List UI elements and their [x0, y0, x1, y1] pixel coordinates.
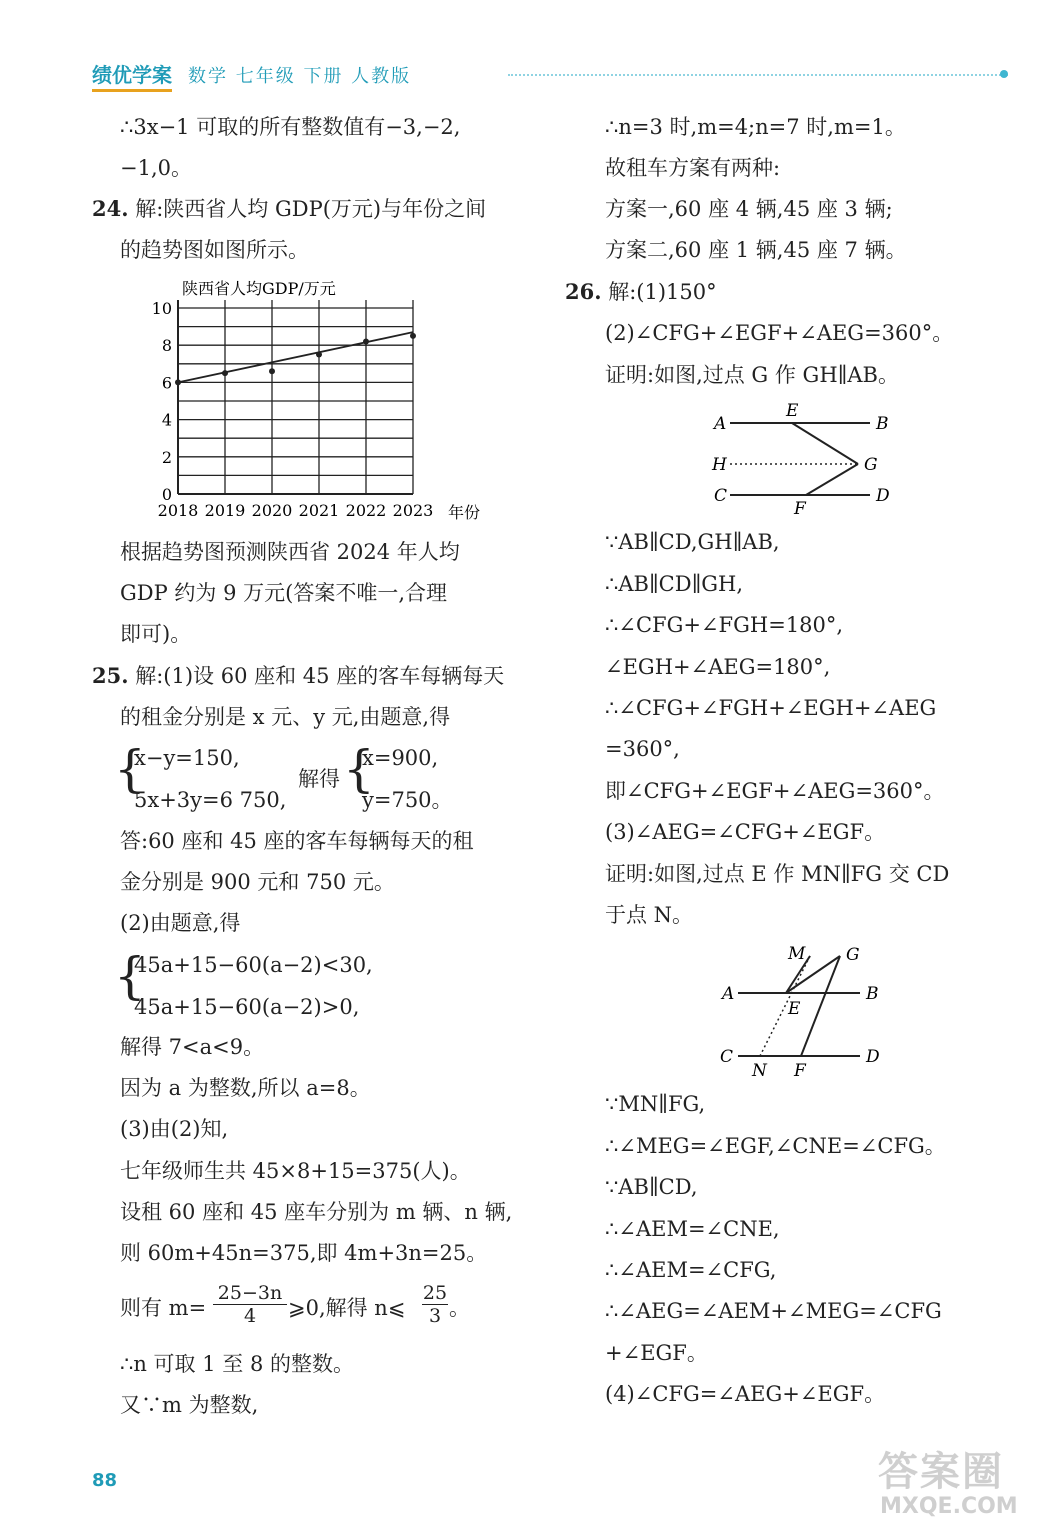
x-tick-label: 2022	[345, 501, 387, 520]
solve-label: 解得	[298, 767, 340, 791]
line-text: 根据趋势图预测陕西省 2024 年人均	[120, 540, 460, 564]
line-text: 解:(1)150°	[601, 280, 717, 304]
line-text: 于点 N。	[605, 903, 694, 927]
point-label-m: M	[788, 944, 806, 964]
data-point	[222, 370, 228, 376]
line-text: GDP 约为 9 万元(答案不唯一,合理	[120, 581, 447, 605]
y-tick-label: 6	[161, 373, 172, 393]
text-line	[120, 620, 191, 648]
left-brace: {	[114, 947, 146, 1005]
fraction	[213, 1282, 287, 1327]
line-text: 金分别是 900 元和 750 元。	[120, 870, 395, 894]
line-text: ∴∠MEG=∠EGF,∠CNE=∠CFG。	[605, 1134, 946, 1158]
data-point	[269, 368, 275, 374]
question-number: 25.	[92, 663, 129, 688]
text-line	[120, 1391, 258, 1419]
text-line	[605, 901, 693, 929]
text-line	[605, 1256, 777, 1284]
x-tick-label: 2021	[298, 501, 340, 520]
text-line	[120, 1350, 354, 1378]
x-tick-label: 2018	[157, 501, 199, 520]
line-text: ∴∠AEM=∠CNE,	[605, 1217, 780, 1241]
data-point	[175, 379, 181, 385]
text-line	[120, 1198, 512, 1226]
line-text: 答:60 座和 45 座的客车每辆每天的租	[120, 829, 474, 853]
geometry-figure-1	[700, 398, 900, 518]
solution-row: y=750。	[362, 788, 453, 812]
line-text: 则 60m+45n=375,即 4m+3n=25。	[120, 1241, 488, 1265]
header-dotted-rule	[508, 74, 1008, 76]
point-label-f: F	[794, 499, 806, 518]
point-label-a: A	[722, 984, 735, 1004]
text-line	[120, 703, 450, 731]
page-number: 88	[92, 1470, 118, 1491]
text-line	[605, 319, 953, 347]
text-line	[120, 1115, 228, 1143]
text-line	[120, 1074, 371, 1102]
point-label-c: C	[720, 1047, 734, 1067]
line-text: ∴∠AEM=∠CFG,	[605, 1258, 777, 1282]
line-text: 七年级师生共 45×8+15=375(人)。	[120, 1159, 471, 1183]
solution-row: x=900,	[362, 746, 439, 770]
line-text: 的趋势图如图所示。	[120, 238, 309, 262]
line-text: ∠EGH+∠AEG=180°,	[605, 655, 831, 679]
book-brand: 绩优学案	[92, 59, 172, 92]
fraction	[422, 1282, 448, 1327]
line-text: −1,0。	[120, 156, 192, 180]
point-label-g: G	[846, 945, 860, 965]
point-label-g: G	[864, 455, 878, 475]
chart-ticks	[152, 299, 434, 520]
text-line	[120, 538, 460, 566]
line-text: ∵AB∥CD,	[605, 1175, 698, 1199]
equation-row: x−y=150,	[134, 746, 240, 770]
text-before-fraction: 则有 m=	[120, 1296, 207, 1320]
line-text: ∴n=3 时,m=4;n=7 时,m=1。	[605, 115, 906, 139]
text-line	[120, 868, 395, 896]
text-mid-fraction: ⩾0,解得 n⩽	[288, 1296, 406, 1320]
y-tick-label: 0	[161, 485, 172, 504]
point-label-e: E	[786, 401, 799, 421]
line-text: 解:(1)设 60 座和 45 座的客车每辆每天	[128, 664, 505, 688]
inequality-row: 45a+15−60(a−2)<30,	[134, 953, 373, 977]
text-line	[605, 1173, 698, 1201]
left-brace: {	[343, 740, 375, 798]
line-text: ∴AB∥CD∥GH,	[605, 572, 744, 596]
text-line	[92, 195, 486, 223]
line-text: 证明:如图,过点 G 作 GH∥AB。	[605, 363, 899, 387]
text-line	[605, 1297, 942, 1325]
trend-line	[178, 332, 413, 382]
gdp-trend-chart	[150, 272, 500, 527]
line-text: 故租车方案有两种:	[605, 156, 781, 180]
inequality-row: 45a+15−60(a−2)>0,	[134, 995, 360, 1019]
text-line	[120, 236, 309, 264]
header-rule-end-dot	[1000, 70, 1008, 78]
line-text: 又∵m 为整数,	[120, 1393, 259, 1417]
text-line	[605, 735, 680, 763]
line-text: (2)∠CFG+∠EGF+∠AEG=360°。	[605, 321, 954, 345]
line-text: ∵AB∥CD,GH∥AB,	[605, 530, 780, 554]
text-line	[605, 236, 907, 264]
line-text: +∠EGF。	[605, 1341, 708, 1365]
geometry-figure-2	[700, 936, 900, 1084]
point-label-a: A	[714, 414, 727, 434]
text-line	[605, 528, 780, 556]
line-text: 因为 a 为整数,所以 a=8。	[120, 1076, 371, 1100]
line-mn	[760, 956, 810, 1056]
point-label-d: D	[876, 486, 890, 506]
question-number: 26.	[565, 279, 602, 304]
text-line	[605, 653, 830, 681]
text-line	[120, 1033, 264, 1061]
text-line	[120, 1157, 471, 1185]
line-text: 证明:如图,过点 E 作 MN∥FG 交 CD	[605, 862, 950, 886]
text-line	[605, 113, 906, 141]
numerator: 25−3n	[217, 1282, 283, 1304]
y-tick-label: 4	[161, 410, 172, 430]
chart-title: 陕西省人均GDP/万元	[182, 279, 336, 298]
text-line	[605, 694, 936, 722]
text-line	[605, 818, 885, 846]
x-tick-label: 2020	[251, 501, 293, 520]
line-text: (3)∠AEG=∠CFG+∠EGF。	[605, 820, 886, 844]
point-label-h: H	[712, 455, 727, 475]
left-brace: {	[114, 740, 146, 798]
text-line	[605, 1132, 946, 1160]
text-line	[605, 154, 780, 182]
line-text: =360°,	[605, 737, 680, 761]
text-line	[120, 909, 240, 937]
text-line	[120, 113, 460, 141]
line-text: (3)由(2)知,	[120, 1117, 229, 1141]
text-line	[120, 827, 474, 855]
text-line	[605, 1380, 885, 1408]
text-line	[605, 1215, 780, 1243]
x-axis-label: 年份	[448, 503, 481, 522]
point-label-b: B	[866, 984, 879, 1004]
point-label-n: N	[752, 1061, 767, 1081]
text-line	[605, 570, 743, 598]
segment-eg	[792, 423, 858, 464]
text-line	[605, 1090, 705, 1118]
line-text: 方案一,60 座 4 辆,45 座 3 辆;	[605, 197, 893, 221]
line-text: ∴∠CFG+∠FGH+∠EGH+∠AEG	[605, 696, 937, 720]
data-point	[363, 338, 369, 344]
line-text: 设租 60 座和 45 座车分别为 m 辆、n 辆,	[120, 1200, 513, 1224]
text-line	[605, 860, 949, 888]
y-tick-label: 8	[161, 336, 172, 356]
chart-series	[175, 332, 416, 385]
watermark-text: 答案圈	[878, 1449, 1004, 1495]
line-text: 解得 7<a<9。	[120, 1035, 265, 1059]
line-text: 的租金分别是 x 元、y 元,由题意,得	[120, 705, 451, 729]
equation-row: 5x+3y=6 750,	[134, 788, 287, 812]
text-line	[120, 1239, 487, 1267]
point-label-d: D	[866, 1047, 880, 1067]
line-text: ∴∠CFG+∠FGH=180°,	[605, 613, 844, 637]
text-line	[565, 278, 717, 306]
text-line	[92, 662, 504, 690]
line-text: 解:陕西省人均 GDP(万元)与年份之间	[128, 197, 487, 221]
text-line	[605, 611, 843, 639]
line-text: 即∠CFG+∠EGF+∠AEG=360°。	[605, 779, 945, 803]
x-tick-label: 2019	[204, 501, 246, 520]
line-text: 即可)。	[120, 622, 192, 646]
line-text: (2)由题意,得	[120, 911, 241, 935]
question-number: 24.	[92, 196, 129, 221]
line-text: 方案二,60 座 1 辆,45 座 7 辆。	[605, 238, 907, 262]
line-text: ∴3x−1 可取的所有整数值有−3,−2,	[120, 115, 461, 139]
data-point	[316, 352, 322, 358]
y-tick-label: 10	[151, 299, 172, 318]
line-text: ∴n 可取 1 至 8 的整数。	[120, 1352, 354, 1376]
text-after-fraction: 。	[449, 1296, 470, 1320]
x-tick-label: 2023	[392, 501, 434, 520]
page-header	[92, 60, 411, 90]
text-line	[120, 579, 447, 607]
book-subtitle: 数学 七年级 下册 人教版	[188, 66, 412, 87]
point-label-c: C	[714, 486, 728, 506]
line-text: ∵MN∥FG,	[605, 1092, 706, 1116]
segment-fg	[801, 956, 840, 1056]
point-label-e: E	[788, 999, 801, 1019]
text-line	[605, 777, 945, 805]
text-line	[605, 361, 899, 389]
data-point	[410, 333, 416, 339]
line-text: ∴∠AEG=∠AEM+∠MEG=∠CFG	[605, 1299, 942, 1323]
text-line	[605, 195, 893, 223]
segment-fg	[806, 464, 858, 495]
text-line	[120, 154, 192, 182]
watermark-url: MXQE.COM	[880, 1494, 1018, 1519]
text-line	[605, 1339, 708, 1367]
denominator: 3	[422, 1304, 448, 1327]
chart-grid	[178, 300, 413, 494]
denominator: 4	[213, 1304, 287, 1327]
line-text: (4)∠CFG=∠AEG+∠EGF。	[605, 1382, 886, 1406]
y-tick-label: 2	[161, 447, 172, 467]
point-label-b: B	[876, 414, 889, 434]
point-label-f: F	[794, 1061, 806, 1081]
numerator: 25	[422, 1282, 448, 1304]
